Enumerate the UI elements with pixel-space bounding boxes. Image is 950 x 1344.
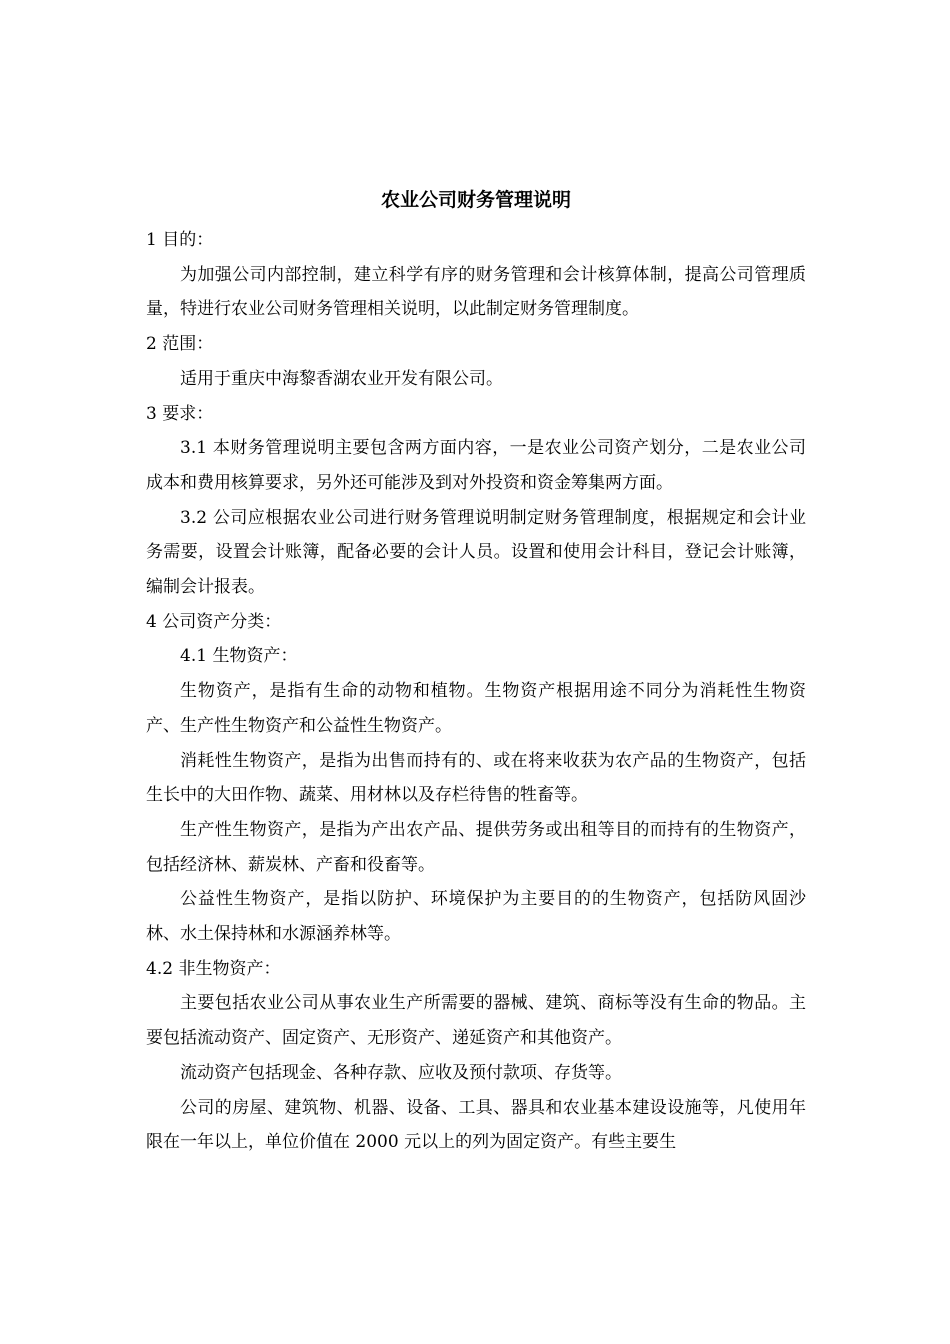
subsection-heading-biological-assets: 4.1 生物资产： — [180, 646, 298, 667]
paragraph: 3.2 公司应根据农业公司进行财务管理说明制定财务管理制度，根据规定和会计业务需要，设置会计账簿，配备必要的会计人员。设置和使用会计科目，登记会计账簿，编制会计报表。 — [146, 507, 806, 598]
paragraph: 主要包括农业公司从事农业生产所需要的器械、建筑、商标等没有生命的物品。主要包括流动资产、固定资产、无形资产、递延资产和其他资产。 — [146, 993, 806, 1049]
section-heading-scope: 2 范围： — [146, 334, 214, 355]
subsection-heading-non-biological-assets: 4.2 非生物资产： — [146, 958, 281, 979]
document-body — [146, 223, 806, 1160]
paragraph: 公益性生物资产，是指以防护、环境保护为主要目的的生物资产，包括防风固沙林、水土保持林和水源涵养林等。 — [146, 889, 806, 945]
paragraph: 为加强公司内部控制，建立科学有序的财务管理和会计核算体制，提高公司管理质量，特进行农业公司财务管理相关说明，以此制定财务管理制度。 — [146, 264, 806, 320]
paragraph: 生物资产，是指有生命的动物和植物。生物资产根据用途不同分为消耗性生物资产、生产性生物资产和公益性生物资产。 — [146, 681, 806, 736]
section-heading-purpose: 1 目的： — [146, 230, 214, 250]
section-heading-requirements: 3 要求： — [146, 403, 214, 424]
paragraph: 3.1 本财务管理说明主要包含两方面内容，一是农业公司资产划分，二是农业公司成本和费用核算要求，另外还可能涉及到对外投资和资金筹集两方面。 — [146, 438, 806, 493]
section-heading-asset-classification: 4 公司资产分类： — [146, 611, 282, 632]
document-page — [146, 0, 806, 1344]
document-title: 农业公司财务管理说明 — [380, 189, 571, 211]
paragraph: 适用于重庆中海黎香湖农业开发有限公司。 — [180, 368, 503, 389]
paragraph: 流动资产包括现金、各种存款、应收及预付款项、存货等。 — [180, 1062, 622, 1083]
paragraph: 公司的房屋、建筑物、机器、设备、工具、器具和农业基本建设设施等，凡使用年限在一年以上，单位价值在 2000 元以上的列为固定资产。有些主要生 — [146, 1097, 806, 1153]
paragraph: 消耗性生物资产，是指为出售而持有的、或在将来收获为农产品的生物资产，包括生长中的大田作物、蔬菜、用材林以及存栏待售的牲畜等。 — [146, 750, 806, 806]
paragraph: 生产性生物资产，是指为产出农产品、提供劳务或出租等目的而持有的生物资产，包括经济林、薪炭林、产畜和役畜等。 — [146, 819, 806, 875]
